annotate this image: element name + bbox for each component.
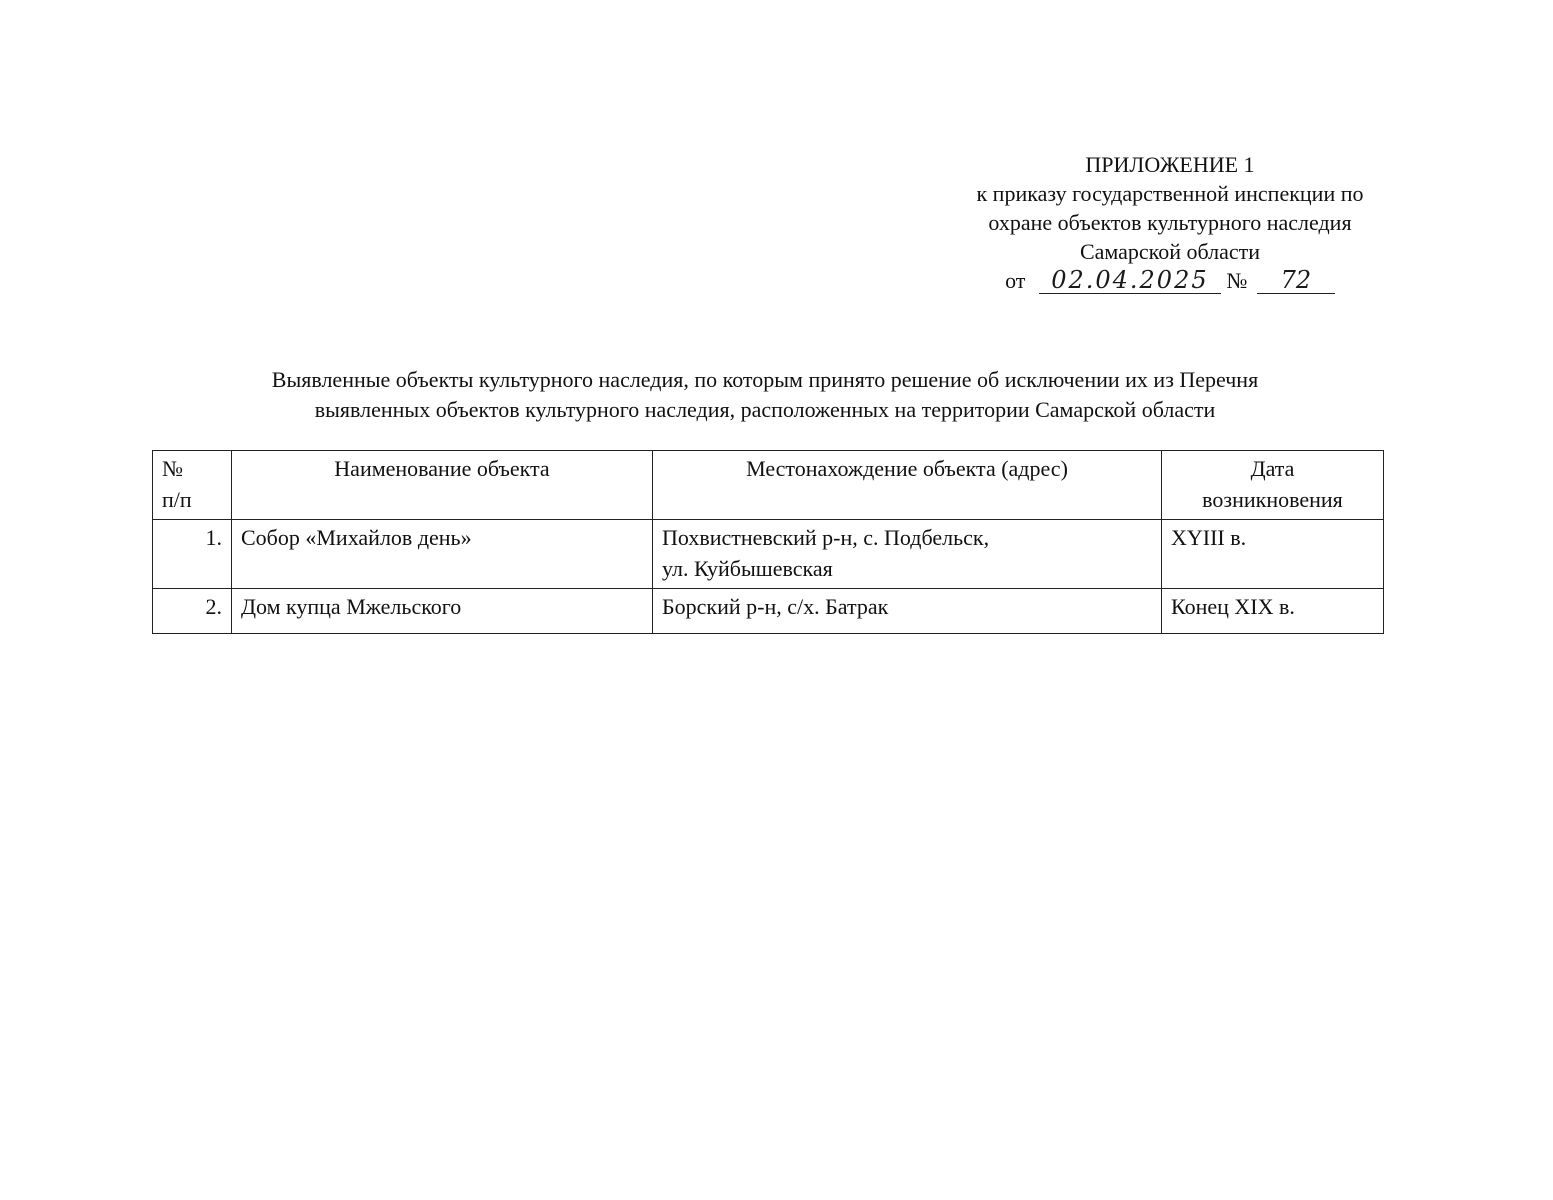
- location-line-1: Борский р-н, с/х. Батрак: [662, 594, 889, 619]
- row-object-date: Конец XIX в.: [1162, 589, 1384, 634]
- appendix-header: [900, 150, 1440, 295]
- header-date: [1162, 451, 1384, 520]
- header-date-line-1: Дата: [1250, 456, 1295, 481]
- table-row: [153, 589, 1384, 634]
- row-number: 2.: [153, 589, 232, 634]
- from-label: от: [1005, 268, 1026, 293]
- order-date-line: [900, 266, 1440, 295]
- row-object-name: Дом купца Мжельского: [232, 589, 653, 634]
- appendix-line-1: к приказу государственной инспекции по: [976, 181, 1364, 206]
- order-date-handwritten: 02.04.2025: [1039, 267, 1221, 294]
- header-location: Местонахождение объекта (адрес): [653, 451, 1162, 520]
- number-label: №: [1226, 268, 1248, 293]
- header-date-line-2: возникновения: [1202, 487, 1343, 512]
- document-title: [140, 365, 1390, 425]
- header-name: Наименование объекта: [232, 451, 653, 520]
- header-number-symbol: №: [162, 456, 183, 481]
- row-number: 1.: [153, 520, 232, 589]
- location-line-2: ул. Куйбышевская: [662, 556, 833, 581]
- location-line-1: Похвистневский р-н, с. Подбельск,: [662, 525, 990, 550]
- row-object-location: [653, 520, 1162, 589]
- document-title-line-2: выявленных объектов культурного наследия, расположенных на территории Самарской области: [314, 397, 1216, 422]
- document-title-line-1: Выявленные объекты культурного наследия, по которым принято решение об исключении их из Перечня: [271, 367, 1259, 392]
- appendix-line-2: охране объектов культурного наследия: [988, 210, 1352, 235]
- row-object-name: Собор «Михайлов день»: [232, 520, 653, 589]
- heritage-objects-table: [152, 450, 1384, 634]
- appendix-title: ПРИЛОЖЕНИЕ 1: [1085, 152, 1255, 177]
- table-row: [153, 520, 1384, 589]
- row-object-date: XYIII в.: [1162, 520, 1384, 589]
- header-number-abbr: п/п: [162, 487, 192, 512]
- header-number: [153, 451, 232, 520]
- appendix-line-3: Самарской области: [1079, 239, 1261, 264]
- order-number-handwritten: 72: [1257, 267, 1335, 294]
- table-header-row: [153, 451, 1384, 520]
- row-object-location: [653, 589, 1162, 634]
